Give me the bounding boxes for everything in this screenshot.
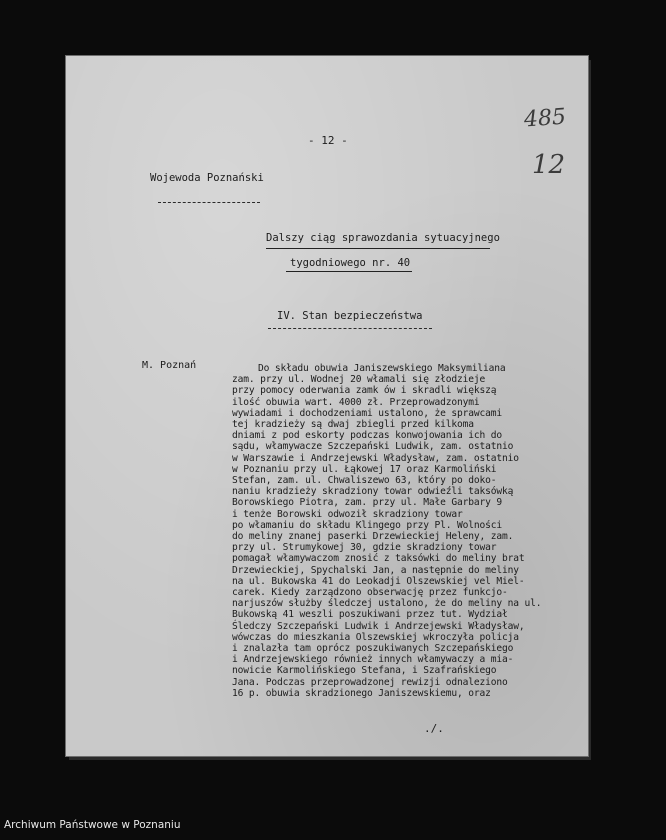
closing-mark: ./.: [424, 722, 444, 735]
body-line: 16 p. obuwia skradzionego Janiszewskiemu, oraz: [232, 687, 491, 699]
body-line: Drzewieckiej, Spychalski Jan, a następnie do meliny: [232, 564, 519, 576]
body-line: dniami z pod eskorty podczas konwojowania ich do: [232, 430, 503, 442]
addressee: Wojewoda Poznański: [150, 172, 264, 184]
body-line: na ul. Bukowska 41 do Leokadji Olszewskiej vel Miel-: [232, 575, 525, 587]
body-line: Do składu obuwia Janiszewskiego Maksymiliana: [258, 363, 506, 374]
handwritten-archive-number: 485: [523, 104, 567, 133]
body-line: po włamaniu do składu Klingego przy Pl. Wolności: [232, 519, 503, 531]
body-line: w Warszawie i Andrzejewski Władysław, zam. ostatnio: [232, 452, 519, 464]
handwritten-page-number: 12: [532, 150, 566, 180]
body-line: zam. przy ul. Wodnej 20 włamali się złodzieje: [232, 374, 486, 386]
body-line: Stefan, zam. ul. Chwaliszewo 63, który po doko-: [232, 475, 497, 486]
body-line: wywiadami i dochodzeniami ustalono, że sprawcami: [232, 407, 503, 419]
body-line: sądu, włamywacze Szczepański Ludwik, zam. ostatnio: [232, 441, 514, 453]
title-underline-2: [286, 271, 412, 272]
body-line: i tenże Borowski odwoził skradziony towar: [232, 508, 463, 520]
section-heading: IV. Stan bezpieczeństwa: [277, 310, 423, 322]
body-line: i Andrzejewskiego również innych włamywaczy a mia-: [232, 654, 514, 666]
body-line: Borowskiego Piotra, zam. przy ul. Małe Garbary 9: [232, 497, 503, 509]
body-line: nowicie Karmolińskiego Stefana, i Szafrańskiego: [232, 665, 497, 677]
page-number: - 12 -: [308, 134, 348, 147]
body-line: tej kradzieży są dwaj zbiegli przed kilkoma: [232, 419, 474, 430]
addressee-rule: [158, 202, 260, 203]
body-line: naniu kradzieży skradziony towar odwieźli taksówką: [232, 486, 514, 498]
body-line: narjuszów służby śledczej ustalono, że do meliny na ul.: [232, 598, 542, 610]
archive-footer-label: Archiwum Państwowe w Poznaniu: [4, 819, 181, 831]
document-title-line1: Dalszy ciąg sprawozdania sytuacyjnego: [266, 232, 500, 244]
title-underline-1: [266, 248, 490, 249]
document-title-line2: tygodniowego nr. 40: [290, 257, 411, 269]
body-line: Śledczy Szczepański Ludwik i Andrzejewski Władysław,: [232, 620, 525, 632]
body-line: do meliny znanej paserki Drzewieckiej Heleny, zam.: [232, 531, 514, 542]
body-line: pomagał włamywaczom znosić z taksówki do meliny brat: [232, 553, 525, 565]
body-line: Bukowską 41 weszli poszukiwani przez tut. Wydział: [232, 609, 508, 621]
section-rule: [268, 328, 432, 329]
body-line: carek. Kiedy zarządzono obserwację przez funkcjo-: [232, 587, 508, 598]
body-line: Jana. Podczas przeprowadzonej rewizji odnaleziono: [232, 676, 508, 688]
body-line: przy pomocy oderwania zamk ów i skradli większą: [232, 385, 497, 397]
body-line: i znalazła tam oprócz poszukiwanych Szczepańskiego: [232, 643, 514, 654]
body-line: wówczas do mieszkania Olszewskiej wkroczyła policja: [232, 631, 519, 643]
body-line: w Poznaniu przy ul. Łąkowej 17 oraz Karmoliński: [232, 463, 497, 475]
body-line: ilość obuwia wart. 4000 zł. Przeprowadzonymi: [232, 396, 480, 408]
margin-location-label: M. Poznań: [142, 360, 197, 371]
body-line: przy ul. Strumykowej 30, gdzie skradziony towar: [232, 542, 497, 554]
